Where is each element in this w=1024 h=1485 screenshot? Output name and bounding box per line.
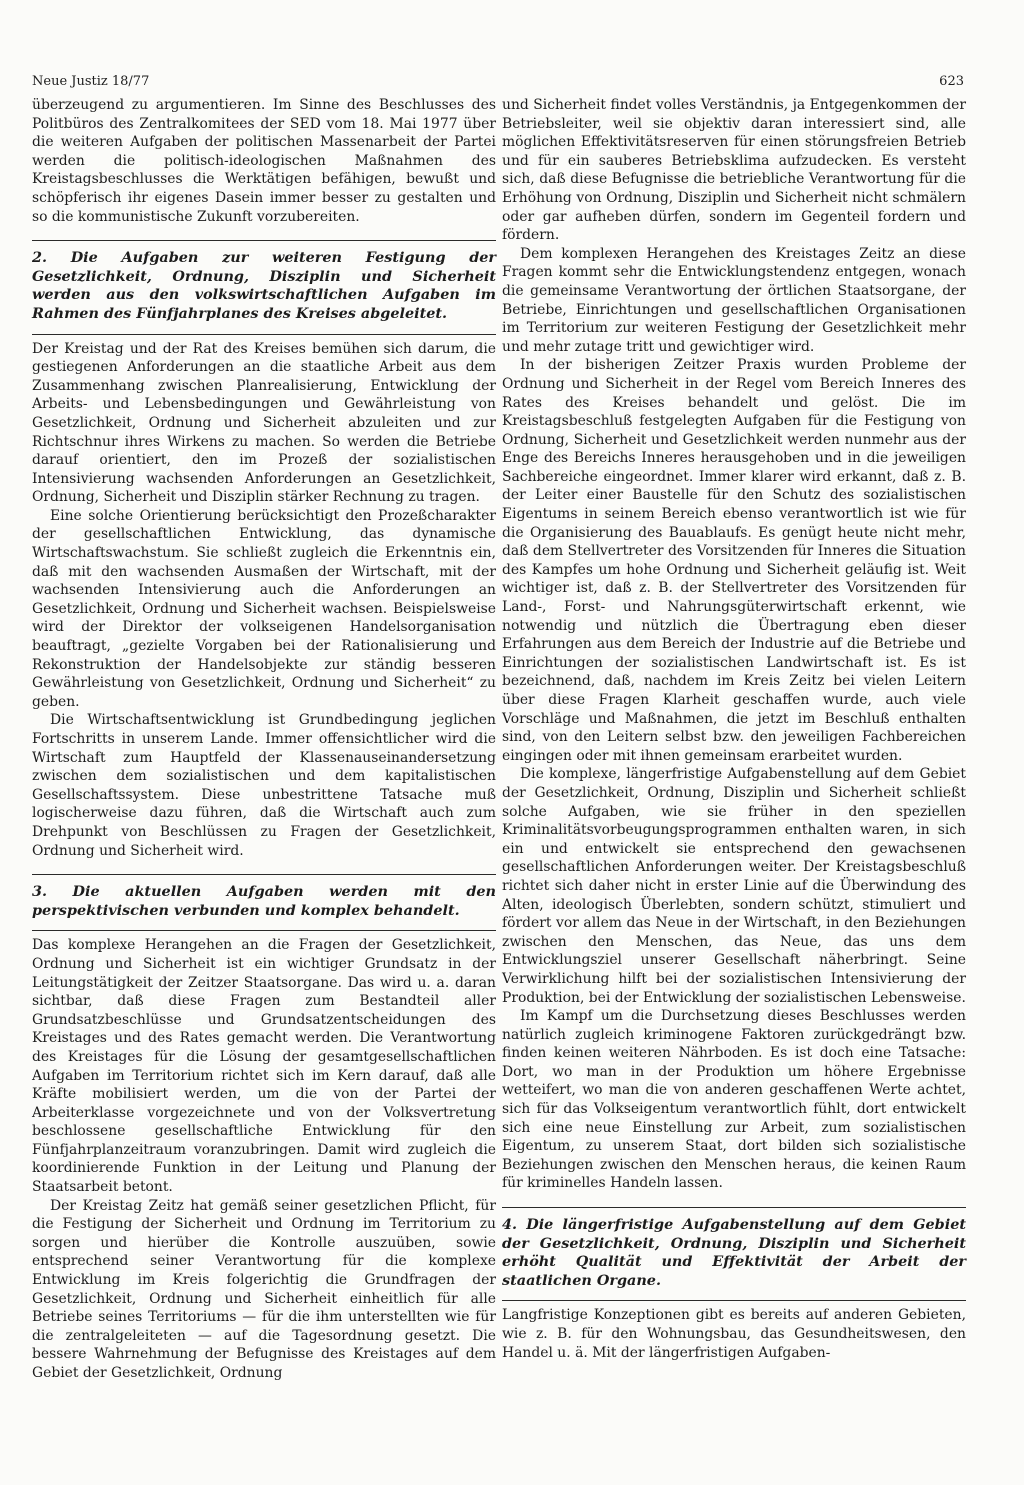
paragraph: Das komplexe Herangehen an die Fragen der Gesetzlichkeit, Ordnung und Sicherheit ist ein wichtiger Grundsatz in der Leitungstätigkeit der Zeitzer Staatsorgane. Das wird u. a. daran sichtbar, daß diese Fragen zum Bestandteil aller Grundsatzbeschlüsse und Grundsatzentscheidungen des Kreistages und des Rates gemacht werden. Die Verantwortung des Kreistages für die Lösung der gesamtgesellschaftlichen Aufgaben im Territorium richtet sich im Kern darauf, daß alle Kräfte mobilisiert werden, um die von der Partei der Arbeiterklasse vorgezeichnete und von der Volksvertretung beschlossene gesellschaftliche Entwicklung für den Fünfjahrplanzeitraum voranzubringen. Damit wird zugleich die koordinierende Funktion in der Leitung und Planung der Staatsarbeit betont.: [32, 937, 496, 1196]
paragraph: Der Kreistag und der Rat des Kreises bemühen sich darum, die gestiegenen Anforderungen an die staatliche Arbeit aus dem Zusammenhang zwischen Planrealisierung, Entwicklung der Arbeits- und Lebensbedingungen und Gewährleistung von Gesetzlichkeit, Ordnung und Sicherheit abzuleiten und zur Richtschnur ihres Wirkens zu machen. So werden die Betriebe darauf orientiert, den im Prozeß der sozialistischen Intensivierung wachsenden Anforderungen an Gesetzlichkeit, Ordnung, Sicherheit und Disziplin stärker Rechnung zu tragen.: [32, 340, 496, 506]
paragraph: Der Kreistag Zeitz hat gemäß seiner gesetzlichen Pflicht, für die Festigung der Sicherheit und Ordnung im Territorium zu sorgen und hierüber die Kontrolle auszuüben, sowie entsprechend seiner Verantwortung für die komplexe Entwicklung im Kreis folgerichtig die Grundfragen der Gesetzlichkeit, Ordnung und Sicherheit einheitlich für alle Betriebe seines Territoriums — für die ihm unterstellten wie für die zentralgeleiteten — auf die Tagesordnung gesetzt. Die bessere Wahrnehmung der Befugnisse des Kreistages auf dem Gebiet der Gesetzlichkeit, Ordnung: [32, 1197, 496, 1381]
paragraph: Die Wirtschaftsentwicklung ist Grundbedingung jeglichen Fortschritts in unserem Lande. Immer offensichtlicher wird die Wirtschaft zum Hauptfeld der Klassenauseinandersetzung zwischen dem sozialistischen und dem kapitalistischen Gesellschaftssystem. Diese unbestrittene Tatsache muß logischerweise dazu führen, daß die Wirtschaft auch zum Drehpunkt von Beschlüssen zu Fragen der Gesetzlichkeit, Ordnung und Sicherheit wird.: [32, 712, 496, 859]
paragraph: Im Kampf um die Durchsetzung dieses Beschlusses werden natürlich zugleich kriminogene Faktoren zurückgedrängt bzw. finden keinen weiteren Nährboden. Es ist doch eine Tatsache: Dort, wo man in der Produktion um höhere Ergebnisse wetteifert, wo man die von anderen geschaffenen Werte achtet, sich für das Volkseigentum verantwortlich fühlt, dort entwickelt sich eine neue Einstellung zur Arbeit, zum sozialistischen Eigentum, zu unserem Staat, dort bilden sich sozialistische Beziehungen zwischen den Menschen heraus, die keinen Raum für kriminelles Handeln lassen.: [502, 1008, 966, 1192]
paragraph: Langfristige Konzeptionen gibt es bereits auf anderen Gebieten, wie z. B. für den Wohnungsbau, das Gesundheitswesen, den Handel u. ä. Mit der längerfristigen Aufgaben-: [502, 1307, 966, 1361]
section-heading-text: 3. Die aktuellen Aufgaben werden mit den perspektivischen verbunden und komplex behandelt.: [32, 883, 496, 919]
section-heading-text: 2. Die Aufgaben zur weiteren Festigung der Gesetzlichkeit, Ordnung, Disziplin und Sicherheit werden aus den volkswirtschaftlichen Aufgaben im Rahmen des Fünfjahrplanes des Kreises abgeleitet.: [32, 249, 496, 322]
paragraph: Die komplexe, längerfristige Aufgabenstellung auf dem Gebiet der Gesetzlichkeit, Ordnung, Disziplin und Sicherheit schließt solche Aufgaben, wie sie früher in den speziellen Kriminalitätsvorbeugungsprogrammen enthalten waren, in sich ein und entwickelt sie entsprechend den gewachsenen gesellschaftlichen Anforderungen weiter. Der Kreistagsbeschluß richtet sich daher nicht in erster Linie auf die Überwindung des Alten, ideologisch Überlebten, sondern schützt, stimuliert und fördert vor allem das Neue in der Wirtschaft, in den Beziehungen zwischen den Menschen, das Neue, das uns dem Entwicklungsziel unserer Gesellschaft näherbringt. Seine Verwirklichung hilft bei der sozialistischen Intensivierung der Produktion, bei der Entwicklung der sozialistischen Lebensweise.: [502, 766, 966, 1006]
paragraph: und Sicherheit findet volles Verständnis, ja Entgegenkommen der Betriebsleiter, weil sie objektiv daran interessiert sind, alle möglichen Effektivitätsreserven für einen störungsfreien Betrieb und für ein sauberes Betriebsklima aufzudecken. Es versteht sich, daß diese Befugnisse die betriebliche Verantwortung für die Erhöhung von Ordnung, Disziplin und Sicherheit nicht schmälern oder gar aufheben dürfen, sondern im Gegenteil fordern und fördern.: [502, 97, 966, 244]
divider: [32, 334, 496, 335]
paragraph: Eine solche Orientierung berücksichtigt den Prozeßcharakter der gesellschaftlichen Entwicklung, das dynamische Wirtschaftswachstum. Sie schließt zugleich die Erkenntnis ein, daß mit den wachsenden Ausmaßen der Wirtschaft, mit der wachsenden Intensivierung auch die Anforderungen an Gesetzlichkeit, Ordnung und Sicherheit wachsen. Beispielsweise wird der Direktor der volkseigenen Handelsorganisation beauftragt, „gezielte Vorgaben bei der Rationalisierung und Rekonstruktion der Handelsobjekte zur ständig besseren Gewährleistung von Gesetzlichkeit, Ordnung und Sicherheit“ zu geben.: [32, 507, 496, 710]
running-header: [32, 72, 964, 92]
page-number: 623: [939, 74, 964, 89]
divider: [32, 930, 496, 931]
paragraph: In der bisherigen Zeitzer Praxis wurden Probleme der Ordnung und Sicherheit in der Regel vom Bereich Inneres des Rates des Kreises behandelt und gelöst. Die im Kreistagsbeschluß festgelegten Aufgaben für die Festigung von Ordnung, Sicherheit und Gesetzlichkeit werden nunmehr aus der Enge des Bereichs Inneres herausgehoben und in die jeweiligen Sachbereiche eingeordnet. Immer klarer wird erkannt, daß z. B. der Leiter einer Baustelle für den Schutz des sozialistischen Eigentums in seinem Bereich ebenso verantwortlich ist wie für die Organisierung des Bauablaufs. Es genügt heute nicht mehr, daß dem Stellvertreter des Vorsitzenden für Inneres die Situation des Kampfes um hohe Ordnung und Sicherheit geläufig ist. Weit wichtiger ist, daß z. B. der Stellvertreter des Vorsitzenden für Land-, Forst- und Nahrungsgüterwirtschaft erkennt, wie notwendig und nützlich die Übertragung eben dieser Erfahrungen aus dem Bereich der Industrie auf die Betriebe und Einrichtungen der sozialistischen Landwirtschaft ist. Es ist bezeichnend, daß, nachdem im Kreis Zeitz bei vielen Leitern über diese Fragen Klarheit geschaffen wurde, auch viele Vorschläge und Maßnahmen, die jetzt im Beschluß enthalten sind, von den Leitern selbst bzw. den jeweiligen Fachbereichen eingingen oder mit ihnen gemeinsam erarbeitet wurden.: [502, 357, 966, 764]
paragraph: überzeugend zu argumentieren. Im Sinne des Beschlusses des Politbüros des Zentralkomitees der SED vom 18. Mai 1977 über die weiteren Aufgaben der politischen Massenarbeit der Partei werden die politisch-ideologischen Maßnahmen des Kreistagsbeschlusses die Werktätigen befähigen, bewußt und schöpferisch ihr eigenes Dasein immer besser zu gestalten und so die kommunistische Zukunft vorzubereiten.: [32, 97, 496, 225]
divider: [502, 1300, 966, 1301]
section-heading-2: [32, 240, 496, 334]
divider: [32, 240, 496, 241]
article-body: [32, 96, 966, 1383]
section-heading-4: [502, 1207, 966, 1301]
paragraph: Dem komplexen Herangehen des Kreistages Zeitz an diese Fragen kommt sehr die Entwicklungstendenz entgegen, wonach die gemeinsame Verantwortung der örtlichen Staatsorgane, der Betriebe, Einrichtungen und gesellschaftlichen Organisationen im Territorium zur weiteren Festigung der Gesetzlichkeit mehr und mehr zutage tritt und gewichtiger wird.: [502, 245, 966, 355]
divider: [502, 1207, 966, 1208]
journal-issue: Neue Justiz 18/77: [32, 74, 150, 89]
section-heading-text: 4. Die längerfristige Aufgabenstellung auf dem Gebiet der Gesetzlichkeit, Ordnung, Disziplin und Sicherheit erhöht Qualität und Effektivität der Arbeit der staatlichen Organe.: [502, 1216, 966, 1289]
section-heading-3: [32, 874, 496, 931]
right-column: [502, 96, 966, 1383]
divider: [32, 874, 496, 875]
left-column: [32, 96, 496, 1383]
